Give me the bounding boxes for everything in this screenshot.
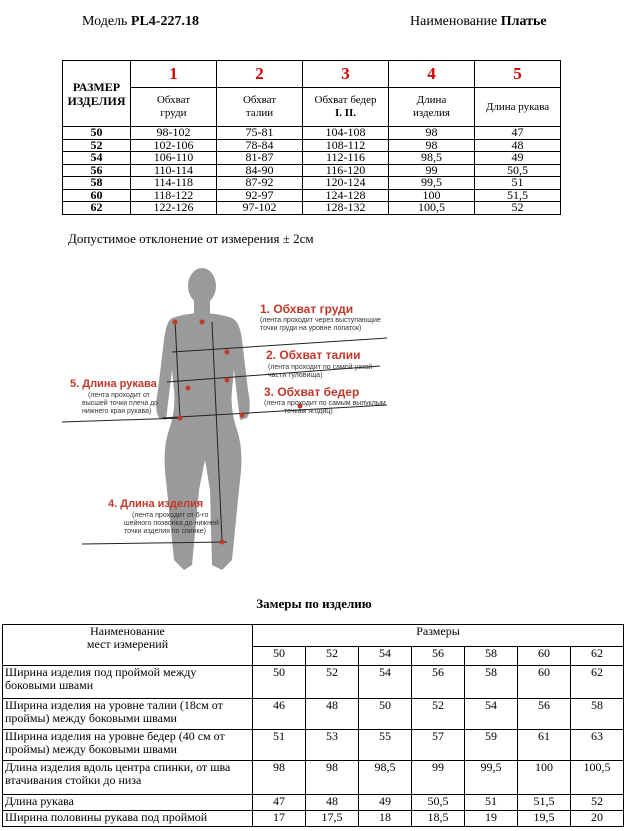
measurement-value: 17 — [253, 811, 306, 827]
measurement-value: 63 — [571, 730, 624, 761]
size-value-cell: 122-126 — [131, 202, 217, 215]
size-value-cell: 102-106 — [131, 139, 217, 152]
size-cell: 58 — [63, 177, 131, 190]
length-annotation-sub2: шейного позвонка до нижней — [124, 520, 219, 527]
col-number-3: 3 — [303, 61, 389, 88]
measurement-name: Ширина половины рукава под проймой — [3, 811, 253, 827]
hips-annotation-sub2: точкам ягодиц) — [284, 408, 333, 415]
length-annotation-sub1: (лента проходит от 6-го — [132, 512, 209, 519]
size-row — [63, 189, 561, 202]
measurements-body — [3, 666, 624, 827]
measurement-value: 54 — [359, 666, 412, 699]
size-column-header: 56 — [412, 646, 465, 665]
col-name-sleeve-l1: Длина рукава — [485, 100, 550, 113]
annotation-length — [108, 498, 219, 535]
col-name-chest-l1: Обхват — [156, 94, 191, 106]
size-row — [63, 127, 561, 140]
measurement-value: 100,5 — [571, 761, 624, 795]
size-value-cell: 87-92 — [217, 177, 303, 190]
model-label-text: Модель — [82, 14, 128, 29]
size-value-cell: 47 — [475, 127, 561, 140]
sleeve-annotation-sub3: нижнего края рукава) — [82, 408, 152, 415]
measurement-value: 98,5 — [359, 761, 412, 795]
measurement-name: Ширина изделия на уровне бедер (40 см от проймы) между боковыми швами — [3, 730, 253, 761]
measurement-value: 19,5 — [518, 811, 571, 827]
measurement-value: 56 — [518, 699, 571, 730]
measurements-title: Замеры по изделию — [256, 596, 372, 611]
measurement-value: 46 — [253, 699, 306, 730]
measure-name-header-l1: Наименование — [90, 624, 165, 638]
size-column-header: 58 — [465, 646, 518, 665]
size-value-cell: 92-97 — [217, 189, 303, 202]
measurement-value: 20 — [571, 811, 624, 827]
col-name-hips-l2: I. II. — [334, 107, 357, 119]
measurement-value: 51 — [253, 730, 306, 761]
measurement-name: Ширина изделия на уровне талии (18см от проймы) между боковыми швами — [3, 699, 253, 730]
hips-annotation-title: 3. Обхват бедер — [264, 385, 360, 399]
size-row — [63, 164, 561, 177]
size-value-cell: 78-84 — [217, 139, 303, 152]
product-name-value: Платье — [500, 14, 547, 29]
measurement-row — [3, 699, 624, 730]
measurement-value: 61 — [518, 730, 571, 761]
size-value-cell: 97-102 — [217, 202, 303, 215]
size-value-cell: 112-116 — [303, 152, 389, 165]
length-annotation-sub3: точки изделия по спинке) — [124, 528, 206, 535]
size-value-cell: 104-108 — [303, 127, 389, 140]
measurement-value: 50,5 — [412, 795, 465, 811]
corner-line-2: ИЗДЕЛИЯ — [67, 93, 126, 108]
measurement-value: 98 — [253, 761, 306, 795]
size-cell: 54 — [63, 152, 131, 165]
col-name-hips-l1: Обхват бедер — [314, 94, 377, 106]
sleeve-annotation-sub2: высшей точки плеча до — [82, 400, 159, 407]
measurement-value: 57 — [412, 730, 465, 761]
measurement-value: 62 — [571, 666, 624, 699]
measurement-value: 17,5 — [306, 811, 359, 827]
annotation-sleeve — [70, 378, 158, 415]
measurement-value: 52 — [412, 699, 465, 730]
measurement-value: 58 — [465, 666, 518, 699]
size-cell: 62 — [63, 202, 131, 215]
col-name-length-l1: Длина — [416, 94, 447, 106]
measurement-value: 52 — [571, 795, 624, 811]
measurement-name: Длина изделия вдоль центра спинки, от шва втачивания стойки до низа — [3, 761, 253, 795]
size-value-cell: 114-118 — [131, 177, 217, 190]
size-value-cell: 81-87 — [217, 152, 303, 165]
size-column-header: 50 — [253, 646, 306, 665]
measurement-value: 59 — [465, 730, 518, 761]
size-value-cell: 98 — [389, 127, 475, 140]
measurement-value: 99 — [412, 761, 465, 795]
measurement-value: 53 — [306, 730, 359, 761]
size-value-cell: 128-132 — [303, 202, 389, 215]
col-name-sleeve — [475, 88, 561, 127]
size-row — [63, 177, 561, 190]
col-name-length-l2: изделия — [413, 107, 450, 119]
sizes-header: Размеры — [253, 625, 624, 647]
measurement-value: 52 — [306, 666, 359, 699]
length-annotation-title: 4. Длина изделия — [108, 498, 204, 510]
tolerance-note: Допустимое отклонение от измерения ± 2см — [68, 231, 314, 246]
model-label — [82, 14, 199, 30]
measurement-value: 18 — [359, 811, 412, 827]
measurement-row — [3, 730, 624, 761]
size-table-body — [63, 127, 561, 215]
measurement-value: 18,5 — [412, 811, 465, 827]
size-cell: 52 — [63, 139, 131, 152]
annotation-chest — [260, 302, 381, 332]
measurement-value: 48 — [306, 699, 359, 730]
waist-annotation-title: 2. Обхват талии — [266, 348, 361, 362]
size-value-cell: 100,5 — [389, 202, 475, 215]
corner-line-1: РАЗМЕР — [72, 79, 121, 94]
measurement-row — [3, 811, 624, 827]
annotation-waist — [266, 348, 372, 379]
measurements-table — [2, 624, 624, 827]
size-row — [63, 152, 561, 165]
model-value: PL4-227.18 — [130, 14, 199, 29]
size-value-cell: 48 — [475, 139, 561, 152]
measurement-value: 19 — [465, 811, 518, 827]
col-name-waist — [217, 88, 303, 127]
size-value-cell: 52 — [475, 202, 561, 215]
size-value-cell: 106-110 — [131, 152, 217, 165]
annotation-hips — [264, 385, 386, 415]
size-value-cell: 51,5 — [475, 189, 561, 202]
col-number-5: 5 — [475, 61, 561, 88]
col-name-chest-l2: груди — [160, 107, 187, 119]
measurement-value: 47 — [253, 795, 306, 811]
size-value-cell: 99 — [389, 164, 475, 177]
product-name — [410, 14, 547, 30]
measurement-value: 99,5 — [465, 761, 518, 795]
size-value-cell: 118-122 — [131, 189, 217, 202]
measurement-row — [3, 761, 624, 795]
size-value-cell: 124-128 — [303, 189, 389, 202]
col-number-1: 1 — [131, 61, 217, 88]
chest-annotation-sub2: точки груди на уровне лопаток) — [260, 325, 362, 332]
size-value-cell: 51 — [475, 177, 561, 190]
size-value-cell: 100 — [389, 189, 475, 202]
size-value-cell: 110-114 — [131, 164, 217, 177]
measurement-value: 55 — [359, 730, 412, 761]
col-name-chest — [131, 88, 217, 127]
size-column-header: 60 — [518, 646, 571, 665]
measurement-value: 50 — [359, 699, 412, 730]
size-corner-header — [63, 61, 131, 127]
size-column-header: 54 — [359, 646, 412, 665]
size-value-cell: 84-90 — [217, 164, 303, 177]
sleeve-annotation-sub1: (лента проходит от — [88, 392, 150, 399]
sleeve-annotation-title: 5. Длина рукава — [70, 378, 157, 390]
size-row — [63, 202, 561, 215]
measurement-name: Ширина изделия под проймой между боковыми швами — [3, 666, 253, 699]
measurement-value: 98 — [306, 761, 359, 795]
col-name-waist-l2: талии — [245, 107, 274, 119]
hips-annotation-sub1: (лента проходит по самым выпуклым — [264, 400, 386, 407]
chest-annotation-sub1: (лента проходит через выступающие — [260, 317, 381, 324]
measurement-value: 49 — [359, 795, 412, 811]
col-name-hips — [303, 88, 389, 127]
col-name-length — [389, 88, 475, 127]
measurement-value: 51 — [465, 795, 518, 811]
size-column-header: 52 — [306, 646, 359, 665]
size-value-cell: 98-102 — [131, 127, 217, 140]
size-cell: 50 — [63, 127, 131, 140]
size-value-cell: 75-81 — [217, 127, 303, 140]
col-number-2: 2 — [217, 61, 303, 88]
size-cell: 60 — [63, 189, 131, 202]
size-value-cell: 98 — [389, 139, 475, 152]
col-name-waist-l1: Обхват — [242, 94, 277, 106]
measurement-value: 54 — [465, 699, 518, 730]
size-value-cell: 120-124 — [303, 177, 389, 190]
size-value-cell: 116-120 — [303, 164, 389, 177]
measurement-row — [3, 795, 624, 811]
size-row — [63, 139, 561, 152]
chest-annotation-title: 1. Обхват груди — [260, 302, 354, 316]
size-column-header: 62 — [571, 646, 624, 665]
waist-annotation-sub2: части туловища) — [268, 372, 323, 379]
measurement-value: 56 — [412, 666, 465, 699]
measurement-value: 50 — [253, 666, 306, 699]
product-name-label: Наименование — [410, 14, 498, 29]
size-value-cell: 98,5 — [389, 152, 475, 165]
measurement-row — [3, 666, 624, 699]
measurement-value: 51,5 — [518, 795, 571, 811]
measurement-value: 58 — [571, 699, 624, 730]
size-value-cell: 108-112 — [303, 139, 389, 152]
measurement-value: 60 — [518, 666, 571, 699]
measure-name-header — [3, 625, 253, 666]
size-value-cell: 99,5 — [389, 177, 475, 190]
size-value-cell: 49 — [475, 152, 561, 165]
measurement-value: 100 — [518, 761, 571, 795]
size-cell: 56 — [63, 164, 131, 177]
body-measurement-figure — [62, 260, 412, 590]
waist-annotation-sub1: (лента проходит по самой узкой — [268, 364, 373, 371]
measure-name-header-l2: мест измерений — [86, 637, 169, 651]
measurement-name: Длина рукава — [3, 795, 253, 811]
size-value-cell: 50,5 — [475, 164, 561, 177]
col-number-4: 4 — [389, 61, 475, 88]
measurement-value: 48 — [306, 795, 359, 811]
size-table — [62, 60, 561, 215]
